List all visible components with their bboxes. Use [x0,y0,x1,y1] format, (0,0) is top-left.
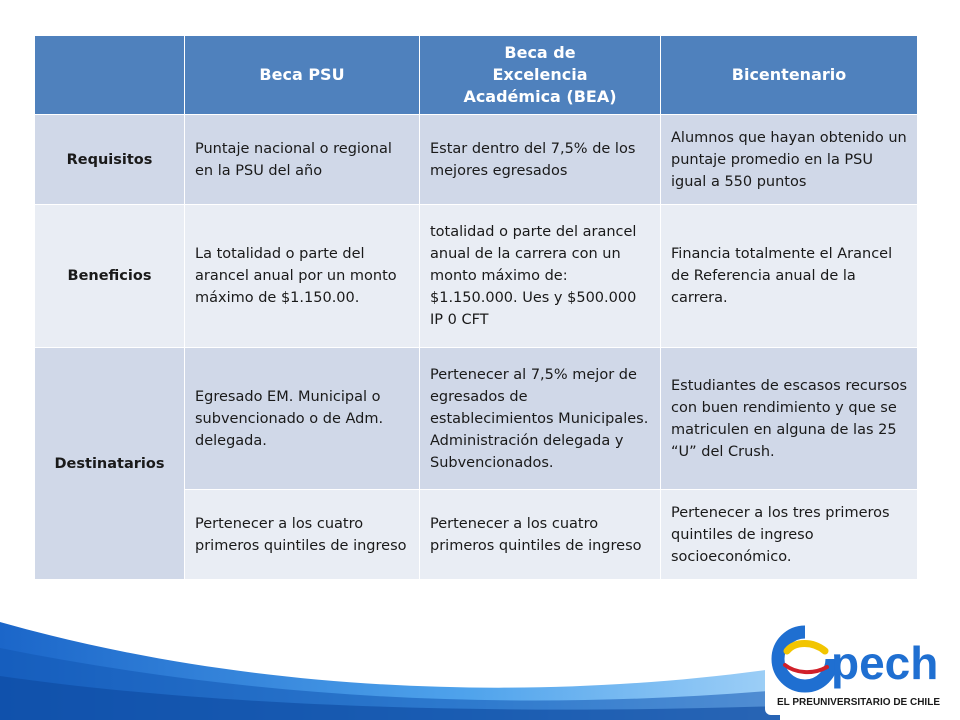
row-label: Requisitos [35,115,185,205]
logo-wordmark: pech [831,637,939,689]
table-header-row [35,36,918,115]
table-cell: totalidad o parte del arancel anual de la carrera con un monto máximo de: $1.150.000. Ues y $500.000 IP 0 CFT [420,205,661,348]
table-cell: Financia totalmente el Arancel de Referencia anual de la carrera. [661,205,918,348]
table-row-destinatarios [35,348,918,490]
table-cell: Pertenecer al 7,5% mejor de egresados de establecimientos Municipales. Administración delegada y Subvencionados. [420,348,661,490]
header-bea: Beca de Excelencia Académica (BEA) [420,36,661,115]
header-bicentenario: Bicentenario [661,36,918,115]
header-empty [35,36,185,115]
table-cell: Pertenecer a los cuatro primeros quintiles de ingreso [185,490,420,580]
scholarship-comparison-table [34,35,918,580]
logo-tagline: EL PREUNIVERSITARIO DE CHILE [777,697,940,708]
table-cell: Estudiantes de escasos recursos con buen rendimiento y que se matriculen en alguna de las 25 “U” del Crush. [661,348,918,490]
table-row-beneficios [35,205,918,348]
table-cell: Estar dentro del 7,5% de los mejores egresados [420,115,661,205]
table-cell: Puntaje nacional o regional en la PSU del año [185,115,420,205]
row-label: Beneficios [35,205,185,348]
table-cell: Egresado EM. Municipal o subvencionado o de Adm. delegada. [185,348,420,490]
table-cell: La totalidad o parte del arancel anual por un monto máximo de $1.150.00. [185,205,420,348]
row-label: Destinatarios [35,348,185,580]
table-cell: Pertenecer a los tres primeros quintiles de ingreso socioeconómico. [661,490,918,580]
table-cell: Pertenecer a los cuatro primeros quintiles de ingreso [420,490,661,580]
header-beca-psu: Beca PSU [185,36,420,115]
table-cell: Alumnos que hayan obtenido un puntaje promedio en la PSU igual a 550 puntos [661,115,918,205]
cpech-logo [765,621,955,715]
table-row-requisitos [35,115,918,205]
